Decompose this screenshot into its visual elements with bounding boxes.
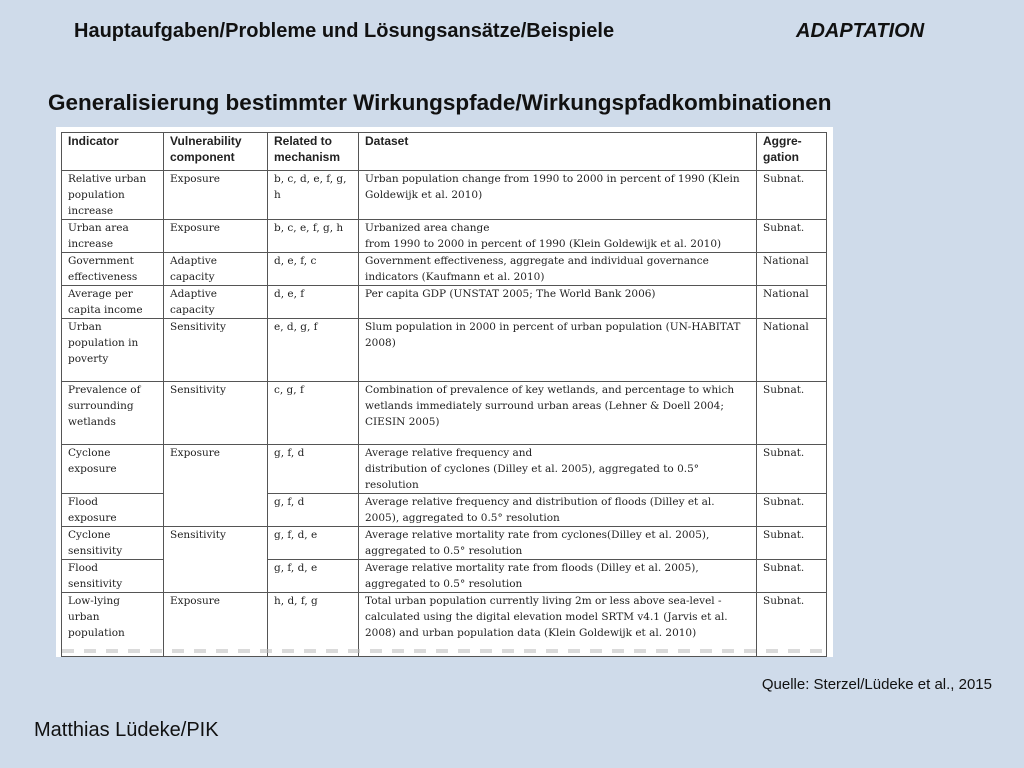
cell-vulnerability-component: Exposure <box>164 445 268 527</box>
cell-indicator: Cyclone sensitivity <box>62 527 164 560</box>
slide-header-title: Hauptaufgaben/Probleme und Lösungsansätze/Beispiele <box>74 20 615 42</box>
table-row <box>62 445 827 494</box>
cell-mechanism: g, f, d, e <box>268 560 359 593</box>
cell-aggregation: National <box>757 253 827 286</box>
cell-vulnerability-component: Exposure <box>164 171 268 220</box>
header-aggregation: Aggre- gation <box>757 133 827 171</box>
header-related-mechanism: Related to mechanism <box>268 133 359 171</box>
header-vulnerability-component: Vulnerability component <box>164 133 268 171</box>
cell-vulnerability-component: Exposure <box>164 220 268 253</box>
cropped-footnote-line <box>62 649 828 653</box>
cell-dataset: Average relative frequency and distribution of floods (Dilley et al. 2005), aggregated to 0.5° resolution <box>359 494 757 527</box>
cell-aggregation: Subnat. <box>757 220 827 253</box>
table-row <box>62 382 827 445</box>
cell-dataset: Combination of prevalence of key wetlands, and percentage to which wetlands immediately surround urban areas (Lehner & Doell 2004; CIESIN 2005) <box>359 382 757 445</box>
cell-mechanism: b, c, d, e, f, g, h <box>268 171 359 220</box>
cell-aggregation: Subnat. <box>757 560 827 593</box>
cell-indicator: Low-lying urban population <box>62 593 164 657</box>
cell-vulnerability-component: Adaptive capacity <box>164 286 268 319</box>
slide-subtitle: Generalisierung bestimmter Wirkungspfade/Wirkungspfadkombinationen <box>48 90 832 115</box>
table-row <box>62 593 827 657</box>
cell-indicator: Urban area increase <box>62 220 164 253</box>
cell-indicator: Flood exposure <box>62 494 164 527</box>
cell-dataset: Per capita GDP (UNSTAT 2005; The World Bank 2006) <box>359 286 757 319</box>
table-row <box>62 527 827 560</box>
cell-aggregation: Subnat. <box>757 527 827 560</box>
source-citation: Quelle: Sterzel/Lüdeke et al., 2015 <box>761 676 992 693</box>
cell-indicator: Prevalence of surrounding wetlands <box>62 382 164 445</box>
slide-header-tag: ADAPTATION <box>796 20 925 42</box>
table-row <box>62 220 827 253</box>
table-header-row <box>62 133 827 171</box>
indicator-table <box>61 132 827 657</box>
cell-mechanism: b, c, e, f, g, h <box>268 220 359 253</box>
indicator-table-image <box>56 127 833 657</box>
cell-mechanism: d, e, f, c <box>268 253 359 286</box>
cell-mechanism: e, d, g, f <box>268 319 359 382</box>
cell-aggregation: Subnat. <box>757 445 827 494</box>
cell-indicator: Urban population in poverty <box>62 319 164 382</box>
cell-aggregation: Subnat. <box>757 171 827 220</box>
cell-dataset: Average relative frequency and distribution of cyclones (Dilley et al. 2005), aggregated to 0.5° resolution <box>359 445 757 494</box>
table-row <box>62 171 827 220</box>
cell-aggregation: National <box>757 319 827 382</box>
cell-indicator: Flood sensitivity <box>62 560 164 593</box>
cell-vulnerability-component: Sensitivity <box>164 319 268 382</box>
cell-vulnerability-component: Sensitivity <box>164 382 268 445</box>
cell-mechanism: d, e, f <box>268 286 359 319</box>
table-row <box>62 319 827 382</box>
cell-indicator: Relative urban population increase <box>62 171 164 220</box>
table-row <box>62 286 827 319</box>
cell-vulnerability-component: Adaptive capacity <box>164 253 268 286</box>
author-name: Matthias Lüdeke/PIK <box>34 719 219 741</box>
cell-vulnerability-component: Sensitivity <box>164 527 268 593</box>
table-body <box>62 171 827 657</box>
cell-dataset: Total urban population currently living 2m or less above sea-level - calculated using the digital elevation model SRTM v4.1 (Jarvis et al. 2008) and urban population data (Klein Goldewijk et al. 2010) <box>359 593 757 657</box>
header-dataset: Dataset <box>359 133 757 171</box>
cell-mechanism: c, g, f <box>268 382 359 445</box>
cell-mechanism: h, d, f, g <box>268 593 359 657</box>
cell-mechanism: g, f, d <box>268 445 359 494</box>
cell-indicator: Average per capita income <box>62 286 164 319</box>
cell-mechanism: g, f, d <box>268 494 359 527</box>
table-row <box>62 253 827 286</box>
cell-dataset: Urbanized area change from 1990 to 2000 in percent of 1990 (Klein Goldewijk et al. 2010) <box>359 220 757 253</box>
cell-mechanism: g, f, d, e <box>268 527 359 560</box>
cell-dataset: Slum population in 2000 in percent of urban population (UN-HABITAT 2008) <box>359 319 757 382</box>
cell-dataset: Urban population change from 1990 to 2000 in percent of 1990 (Klein Goldewijk et al. 2010) <box>359 171 757 220</box>
cell-indicator: Government effectiveness <box>62 253 164 286</box>
cell-aggregation: National <box>757 286 827 319</box>
cell-dataset: Average relative mortality rate from cyclones(Dilley et al. 2005), aggregated to 0.5° resolution <box>359 527 757 560</box>
header-indicator: Indicator <box>62 133 164 171</box>
cell-vulnerability-component: Exposure <box>164 593 268 657</box>
cell-dataset: Average relative mortality rate from floods (Dilley et al. 2005), aggregated to 0.5° resolution <box>359 560 757 593</box>
cell-aggregation: Subnat. <box>757 593 827 657</box>
cell-dataset: Government effectiveness, aggregate and individual governance indicators (Kaufmann et al. 2010) <box>359 253 757 286</box>
cell-aggregation: Subnat. <box>757 382 827 445</box>
cell-aggregation: Subnat. <box>757 494 827 527</box>
cell-indicator: Cyclone exposure <box>62 445 164 494</box>
